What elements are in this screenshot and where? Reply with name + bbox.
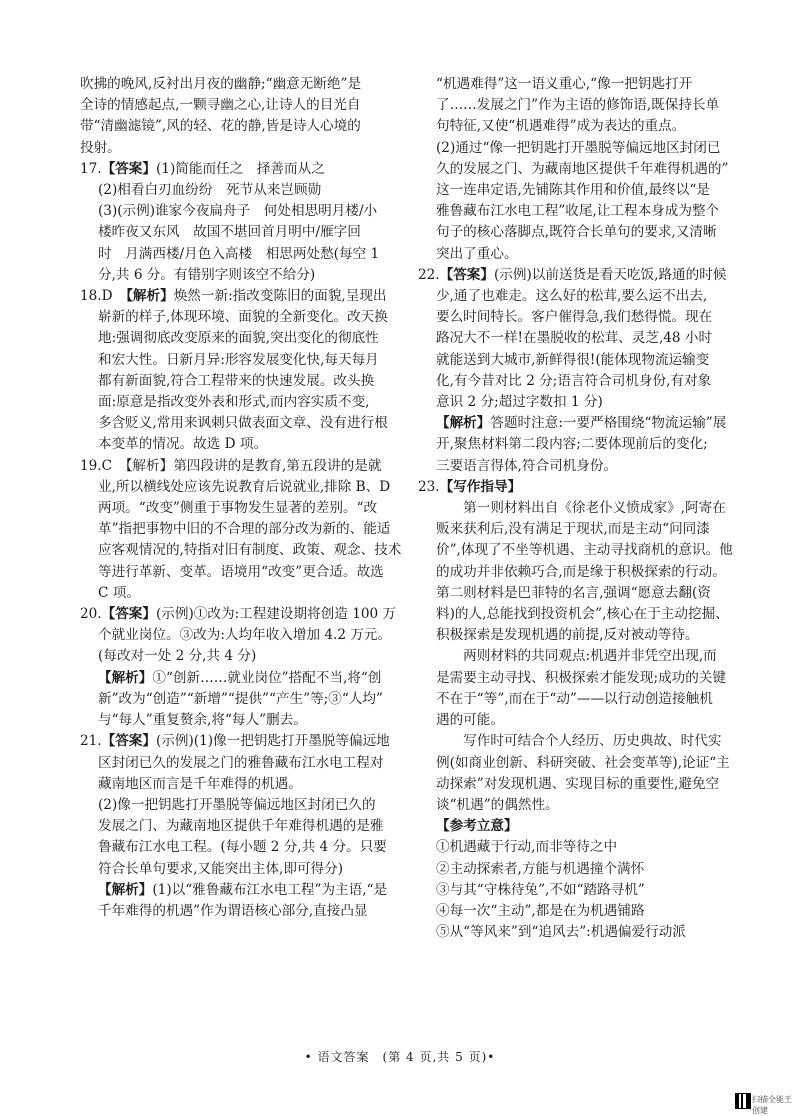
analysis-text: ①“创新……就业岗位”搭配不当,将“创 新”改为“创造”“新增”“提供”“产生”等;③“人均” 与“每人”重复赘余,将“每人”删去。 — [98, 669, 383, 729]
answer-item-21 — [80, 731, 415, 922]
analysis-text: “机遇难得”这一语义重心,“像一把钥匙打开 了……发展之门”作为主语的修饰语,既保持长单 句特征,又使“机遇难得”成为表达的重点。 (2)通过“像一把钥匙打开墨脱等偏远地区封闭已 久的发展之门、为藏南地区提供千年难得机遇的” 这一连串定语,先铺陈其作用和价值,最终以“是 雅鲁藏布江水电工程”收尾,让工程本身成为整个 句子的核心落脚点,既符合长单句的要求,又清晰 突出了重心。 — [436, 76, 729, 262]
writing-guide-para-3: 写作时可结合个人经历、历史典故、时代实 例(如商业创新、科研突破、社会变革等),论证“主 动探索”对发现机遇、实现目标的重要性,避免空 谈“机遇”的偶然性。 — [436, 733, 730, 813]
item-number: 19. — [80, 457, 102, 474]
item-number: 21. — [80, 733, 102, 750]
answer-text: (1)简能而任之 择善而从之 (2)相看白刃血纷纷 死节从来岂顾勋 (3)(示例)谁家今夜扁舟子 何处相思明月楼/小 楼昨夜又东风 故国不堪回首月明中/雁字回 时 月满西楼/月色入高楼 相思两处愁(每空 1 分,共 6 分。有错别字则该空不给分) — [98, 160, 380, 283]
writing-guide-para-2: 两则材料的共同观点:机遇并非凭空出现,而 是需要主动寻找、积极探索才能发现;成功的关键 不在于“等”,而在于“动”——以行动创造接触机 遇的可能。 — [436, 648, 727, 729]
item-number: 23. — [418, 478, 440, 495]
answer-item-21-continued — [418, 74, 756, 265]
answer-tag: 【答案】 — [101, 733, 156, 750]
item-number: 22. — [418, 266, 440, 283]
reference-theme-tag: 【参考立意】 — [436, 818, 518, 835]
analysis-text: C 【解析】第四段讲的是教育,第五段讲的是就 业,所以横线处应该先说教育后说就业,排除 B、D 两项。“改变”侧重于事物发生显著的差别。“改 革”指把事物中旧的不合理的部分改为新的、能适 应客观情况的,特指对旧有制度、政策、观念、技术 等进行革新、变革。语境用“改变”更合适。故选 C 项。 — [98, 457, 402, 601]
analysis-tag: 【解析】 — [98, 669, 153, 686]
writing-guide-tag: 【写作指导】 — [439, 478, 522, 495]
left-column — [80, 74, 415, 922]
answer-item-17 — [80, 159, 415, 286]
analysis-text: (1)以“雅鲁藏布江水电工程”为主语,“是 千年难得的机遇”作为谓语核心部分,直接凸显 — [98, 881, 388, 919]
answer-text: (示例)①改为:工程建设期将创造 100 万 个就业岗位。③改为:人均年收入增加 4.2 万元。 (每改对一处 2 分,共 4 分) — [98, 606, 397, 665]
answer-text: (示例)(1)像一把钥匙打开墨脱等偏远地 区封闭已久的发展之门的雅鲁藏布江水电工程对 藏南地区而言是千年难得的机遇。 (2)像一把钥匙打开墨脱等偏远地区封闭已久的 发展之门、为藏南地区提供千年难得机遇的是雅 鲁藏布江水电工程。(每小题 2 分,共 4 分。只要 符合长单句要求,又能突出主体,即可得分) — [98, 733, 390, 877]
analysis-tag: 【解析】 — [436, 415, 491, 432]
answer-tag: 【答案】 — [101, 160, 156, 177]
reference-theme-list: ①机遇藏于行动,而非等待之中 ②主动探索者,方能与机遇撞个满怀 ③与其“守株待兔”,不如“踏路寻机” ④每一次“主动”,都是在为机遇铺路 ⑤从“等风来”到“追风去”:机遇偏爱行动派 — [436, 839, 686, 941]
answer-text: (示例)以前送货是看天吃饭,路通的时候 少,通了也难走。这么好的松茸,要么运不出去, 要么时间特长。客户催得急,我们愁得慌。现在 路况大不一样!在墨脱收的松茸、灵芝,48 小时 就能送到大城市,新鲜得很!(能体现物流运输变 化,有今昔对比 2 分;语言符合司机身份,有对象 意识 2 分;超过字数扣 1 分) — [436, 266, 727, 411]
answer-item-18 — [80, 286, 415, 456]
item-number: 17. — [80, 160, 102, 177]
answer-item-23 — [418, 477, 756, 943]
writing-guide-para-1: 第一则材料出自《徐老仆义愤成家》,阿寄在 贩来获利后,没有满足于现状,而是主动“问同漆 价”,体现了不坐等机遇、主动寻找商机的意识。他 的成功并非依赖巧合,而是缘于积极探索的行动。 第二则材料是巴菲特的名言,强调“愿意去翻(资 料)的人,总能找到投资机会”,核心在于主动挖掘、 积极探索是发现机遇的前提,反对被动等待。 — [436, 500, 733, 644]
analysis-text: 焕然一新:指改变陈旧的面貌,呈现出 崭新的样子,体现环境、面貌的全新变化。改天换 地:强调彻底改变原来的面貌,突出变化的彻底性 和宏大性。日新月异:形容发展变化快,每天每月 都有新面貌,符合工程带来的快速发展。改头换 面:原意是指改变外表和形式,而内容实质不变, 多含贬义,常用来讽刺只做表面文章、没有进行根 本变革的情况。故选 D 项。 — [98, 288, 388, 453]
answer-tag: 【答案】 — [439, 266, 494, 283]
analysis-tag: 【解析】 — [126, 288, 174, 305]
answer-choice: D — [101, 288, 127, 305]
item-number: 18. — [80, 288, 102, 305]
item-number: 20. — [80, 606, 102, 623]
right-column — [418, 74, 756, 943]
q16-tail: 吹拂的晚风,反衬出月夜的幽静;“幽意无断绝”是 全诗的情感起点,一颗寻幽之心,让诗人的目光自 带“清幽滤镜”,风的轻、花的静,皆是诗人心境的 投射。 — [80, 76, 362, 156]
qr-code-icon — [735, 1093, 751, 1109]
analysis-tag: 【解析】 — [98, 881, 153, 898]
scanner-watermark: 扫描全能王 创建 — [752, 1095, 792, 1115]
page-footer: • 语文答案 (第 4 页,共 5 页)• — [304, 1050, 496, 1064]
answer-item-22 — [418, 265, 756, 477]
answer-item-20 — [80, 604, 415, 731]
answer-item-19 — [80, 456, 415, 604]
answer-tag: 【答案】 — [101, 606, 156, 623]
analysis-text: 答题时注意:一要严格围绕“物流运输”展 开,聚焦材料第二段内容;二要体现前后的变化; 三要语言得体,符合司机身份。 — [436, 415, 727, 474]
